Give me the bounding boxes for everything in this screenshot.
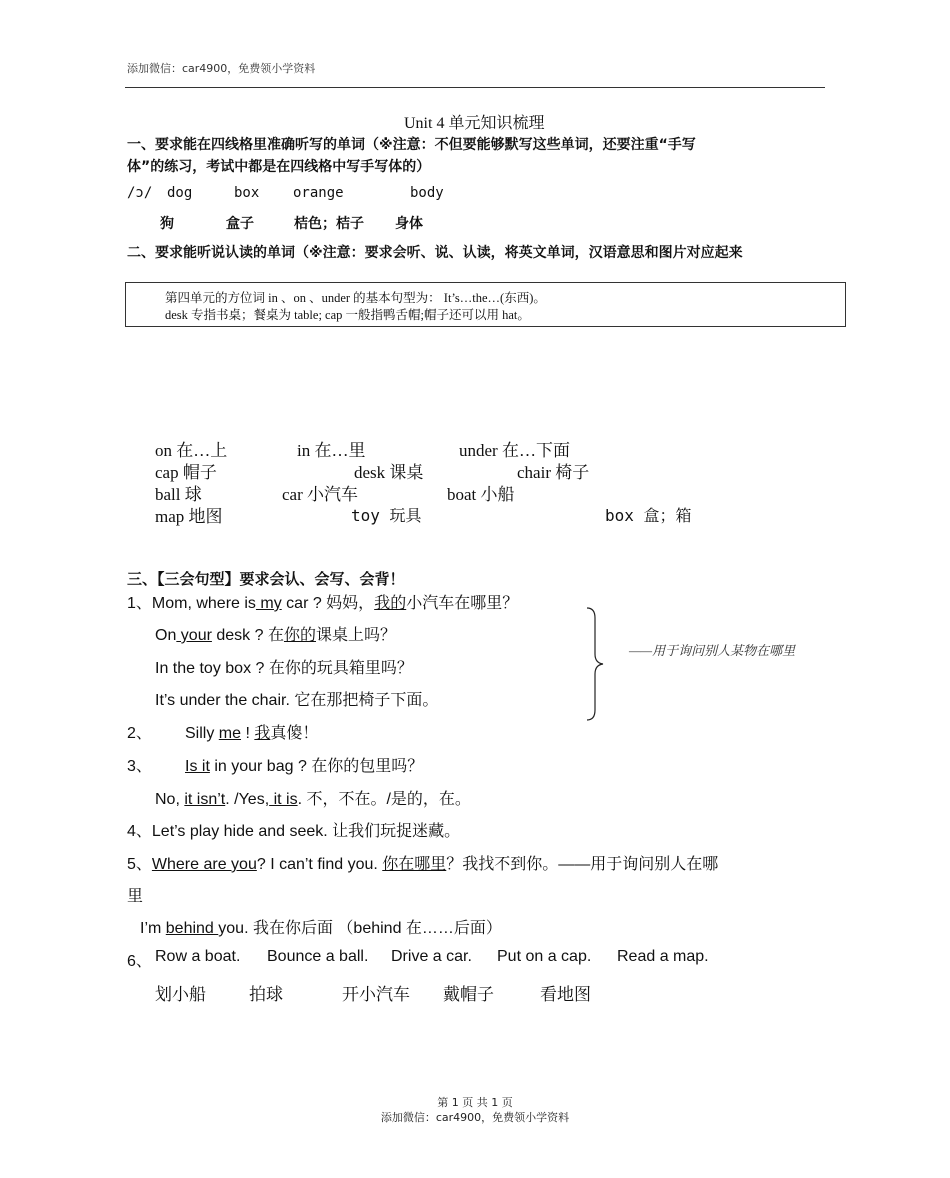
sentence-1-underline-wode: 我的 [374,595,407,612]
sentence-1b-underline-your: your [176,627,212,644]
vocab-on: on 在…上 [155,441,228,460]
sentence-2 [185,720,318,743]
sentence-1-part-a: Mom, where is [151,595,256,612]
meaning-bounce-a-ball: 拍球 [249,985,283,1004]
sentence-3b-part-c: . 不，不在。/是的，在。 [297,791,471,808]
header-rule [125,87,825,88]
sentence-1b-part-b: desk ? 在 [211,627,284,644]
sentence-1b-underline-nide: 你的 [283,627,316,644]
section1-heading-line2: 体”的练习，考试中都是在四线格中写手写体的） [127,159,431,175]
vocab-under: under 在…下面 [459,441,570,460]
vocab-chair: chair 椅子 [517,463,590,482]
section2-heading: 二、要求能听说认读的单词（※注意：要求会听、说、认读，将英文单词，汉语意思和图片对应起来 [127,245,743,261]
sentence-2-underline-me: me [218,725,242,742]
sentence-2-part-b: ! [241,725,255,742]
sentence-4: 4、Let’s play hide and seek. 让我们玩捉迷藏。 [127,823,461,840]
sentence-1-part-b: car ? 妈妈， [281,595,375,612]
phrase-bounce-a-ball: Bounce a ball. [267,948,369,965]
word-dog: dog [167,185,193,201]
sentence-3b-part-b: . /Yes, [225,791,270,808]
sentence-5b-part-a: I’m [140,920,166,937]
phrase-read-a-map: Read a map. [617,948,709,965]
sentence-1c: In the toy box ? 在你的玩具箱里吗？ [155,660,413,677]
meaning-row-a-boat: 划小船 [155,985,206,1004]
vocab-box: box 盒；箱 [605,506,692,525]
vocab-toy: toy 玩具 [351,506,422,525]
sentence-3-number: 3、 [127,758,152,775]
meaning-read-a-map: 看地图 [540,985,591,1004]
phrase-drive-a-car: Drive a car. [391,948,472,965]
phrase-put-on-a-cap: Put on a cap. [497,948,592,965]
sentence-5-part-b: ? I can’t find you. [256,856,383,873]
sentence-5-number: 5、 [127,856,152,873]
vocab-cap: cap 帽子 [155,463,217,482]
sentence-1 [127,590,518,613]
sentence-1b [155,622,396,645]
sentence-1-number: 1、 [127,595,152,612]
section1-heading-line1: 一、要求能在四线格里准确听写的单词（※注意：不但要能够默写这些单词，还要注重“手写 [127,137,696,153]
word-box: box [234,185,260,201]
phrase-row-a-boat: Row a boat. [155,948,241,965]
sentence-2-underline-wo: 我 [254,725,271,742]
meaning-dog: 狗 [160,216,174,232]
sentence-5b-underline-behind: behind [165,920,219,937]
sentence-5-underline-nizainali: 你在哪里 [382,856,447,873]
sentence-3b-underline-it-isnt: it isn’t [184,791,226,808]
vocab-ball: ball 球 [155,485,202,504]
meaning-drive-a-car: 开小汽车 [342,985,410,1004]
note-line-2: desk 专指书桌；餐桌为 table; cap 一般指鸭舌帽;帽子还可以用 hat。 [165,308,530,322]
sentence-6-number: 6、 [127,953,152,970]
vocab-car: car 小汽车 [282,485,359,504]
sentence-2-number: 2、 [127,725,152,742]
meaning-body: 身体 [395,216,423,232]
sentence-1b-part-c: 课桌上吗？ [315,627,396,644]
sentence-5 [127,851,718,874]
sentence-1-underline-my: my [255,595,282,612]
sentence-1d: It’s under the chair. 它在那把椅子下面。 [155,692,439,709]
sentence-5-wrap: 里 [127,888,144,905]
phonetic-symbol: /ɔ/ [127,185,153,201]
sentence-3-underline-is-it: Is it [185,758,210,775]
page-title: Unit 4 单元知识梳理 [404,115,545,132]
sentence-2-part-c: 真傻！ [270,725,319,742]
bracket-note: ——用于询问别人某物在哪里 [629,643,796,658]
vocab-boat: boat 小船 [447,485,515,504]
meaning-orange: 桔色；桔子 [294,216,364,232]
sentence-5b-part-b: you. 我在你后面 （behind 在……后面） [218,920,502,937]
section3-heading: 三、【三会句型】要求会认、会写、会背！ [127,570,405,588]
sentence-3-part-b: in your bag ? 在你的包里吗？ [209,758,424,775]
word-orange: orange [293,185,344,201]
vocab-in: in 在…里 [297,441,366,460]
sentence-3b-part-a: No, [155,791,185,808]
sentence-3 [185,753,423,776]
word-body: body [410,185,444,201]
page-header: 添加微信：car4900，免费领小学资料 [127,62,316,75]
sentence-5-underline-where-are-you: Where are you [151,856,257,873]
sentence-1-part-c: 小汽车在哪里？ [406,595,519,612]
sentence-1b-part-a: On [155,627,177,644]
meaning-put-on-a-cap: 戴帽子 [443,985,494,1004]
sentence-2-part-a: Silly [185,725,219,742]
sentence-3b [155,786,471,809]
meaning-box: 盒子 [226,216,254,232]
page-number: 第 1 页 共 1 页 [437,1096,513,1109]
curly-bracket-icon [585,606,607,722]
page-footer: 添加微信：car4900，免费领小学资料 [380,1111,570,1124]
sentence-3b-underline-it-is: it is [269,791,298,808]
vocab-map: map 地图 [155,507,223,526]
sentence-5-part-c: ？我找不到你。——用于询问别人在哪 [446,856,719,873]
vocab-desk: desk 课桌 [354,463,424,482]
sentence-5b [140,915,502,938]
note-line-1: 第四单元的方位词 in 、on 、under 的基本句型为： It’s…the…(东西)。 [165,291,546,305]
